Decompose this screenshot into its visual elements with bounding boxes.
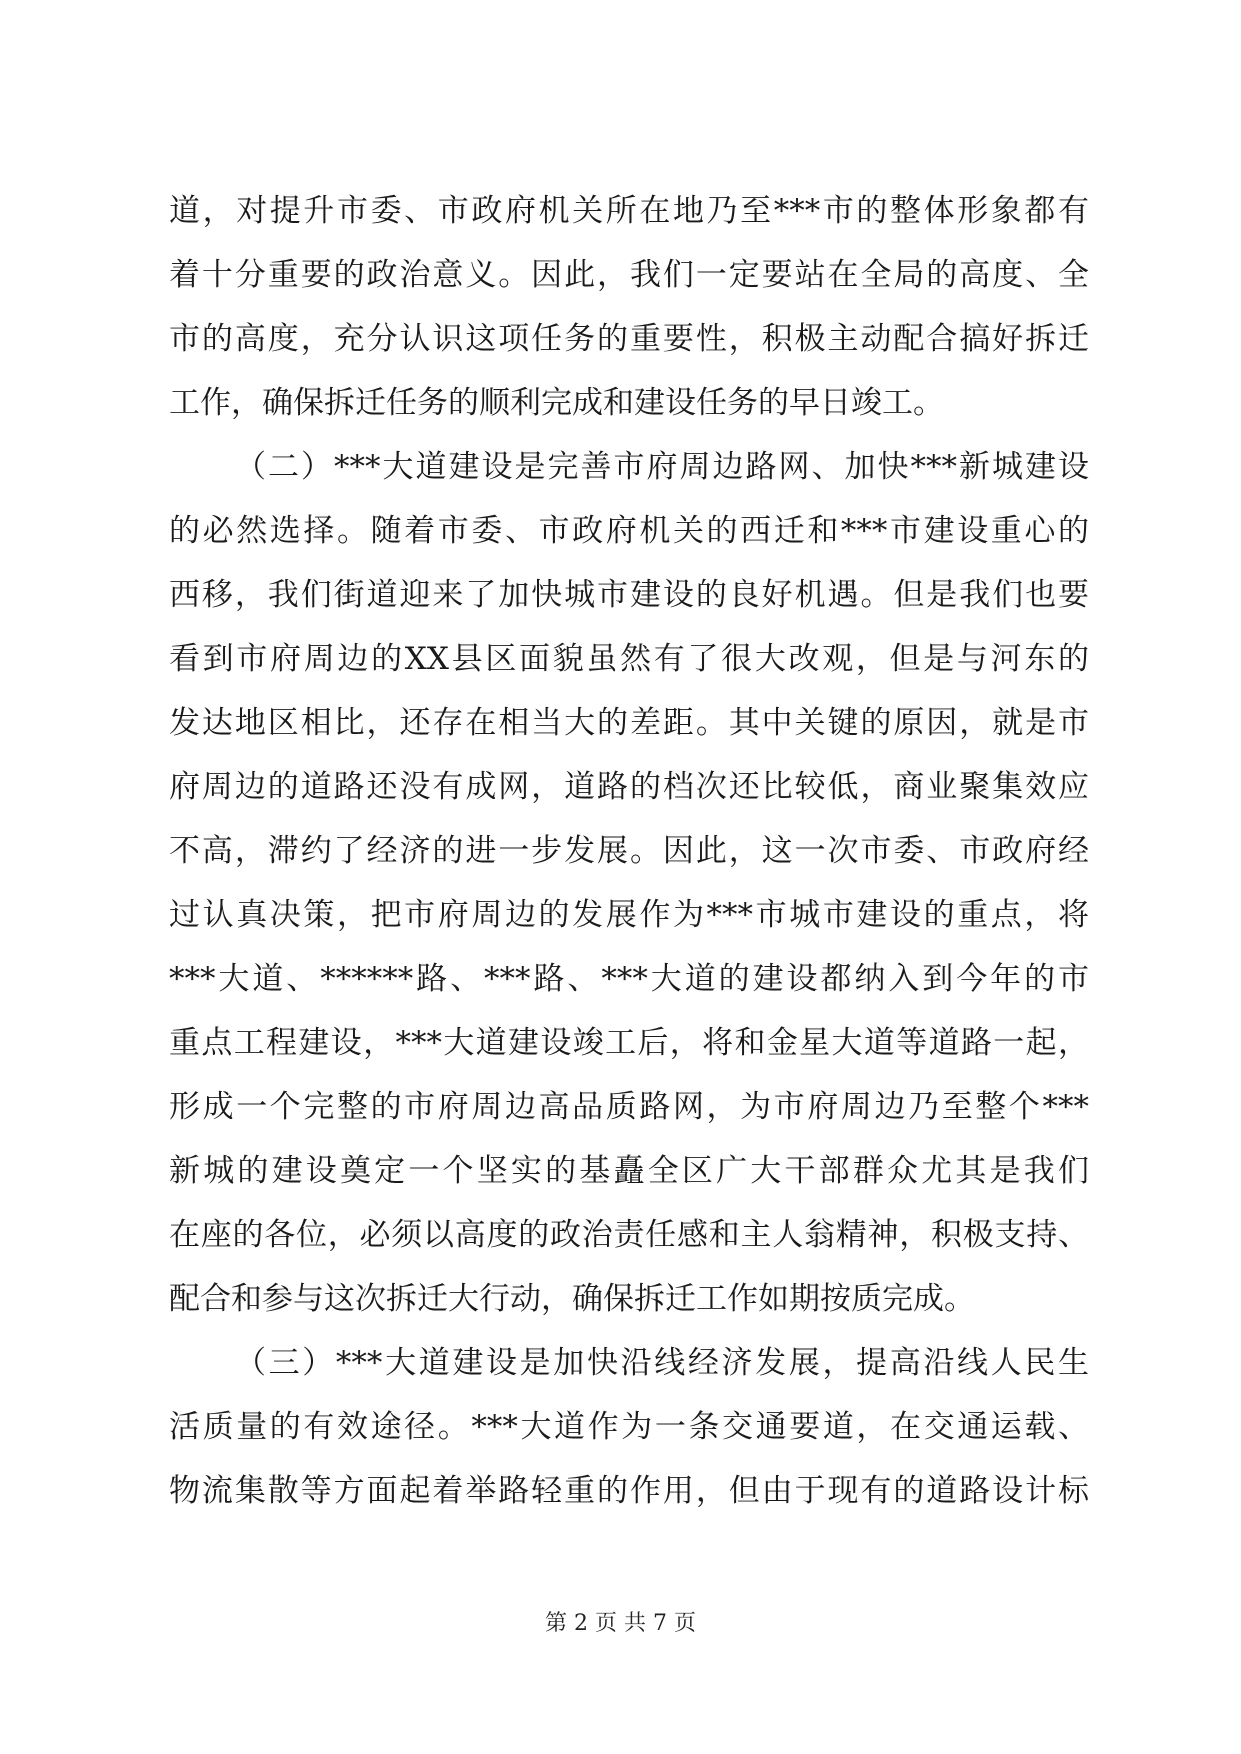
- page-number-footer: 第 2 页 共 7 页: [545, 1611, 696, 1636]
- text-line: 形成一个完整的市府周边高品质路网，为市府周边乃至整个***: [169, 1089, 1089, 1125]
- text-line: 活质量的有效途径。***大道作为一条交通要道，在交通运载、: [169, 1409, 1089, 1445]
- text-line: 配合和参与这次拆迁大行动，确保拆迁工作如期按质完成。: [169, 1281, 975, 1317]
- text-line: 府周边的道路还没有成网，道路的档次还比较低，商业聚集效应: [169, 769, 1089, 805]
- text-line: 不高，滞约了经济的进一步发展。因此，这一次市委、市政府经: [169, 833, 1089, 869]
- text-line: 物流集散等方面起着举路轻重的作用，但由于现有的道路设计标: [169, 1473, 1089, 1509]
- text-line: （二）***大道建设是完善市府周边路网、加快***新城建设: [235, 449, 1089, 485]
- text-line: 的必然选择。随着市委、市政府机关的西迁和***市建设重心的: [169, 513, 1089, 549]
- text-line: 看到市府周边的XX县区面貌虽然有了很大改观，但是与河东的: [169, 641, 1089, 677]
- text-line: 过认真决策，把市府周边的发展作为***市城市建设的重点，将: [169, 897, 1089, 933]
- text-line: 新城的建设奠定一个坚实的基矗全区广大干部群众尤其是我们: [169, 1153, 1089, 1189]
- text-line: 西移，我们街道迎来了加快城市建设的良好机遇。但是我们也要: [169, 577, 1089, 613]
- text-line: 市的高度，充分认识这项任务的重要性，积极主动配合搞好拆迁: [169, 321, 1089, 357]
- text-line: 道，对提升市委、市政府机关所在地乃至***市的整体形象都有: [169, 193, 1089, 229]
- text-line: 重点工程建设，***大道建设竣工后，将和金星大道等道路一起，: [169, 1025, 1089, 1061]
- text-line: 发达地区相比，还存在相当大的差距。其中关键的原因，就是市: [169, 705, 1089, 741]
- text-line: 在座的各位，必须以高度的政治责任感和主人翁精神，积极支持、: [169, 1217, 1089, 1253]
- text-line: ***大道、******路、***路、***大道的建设都纳入到今年的市: [169, 961, 1089, 997]
- text-line: （三）***大道建设是加快沿线经济发展，提高沿线人民生: [235, 1345, 1089, 1381]
- text-line: 工作，确保拆迁任务的顺利完成和建设任务的早日竣工。: [169, 385, 944, 421]
- text-line: 着十分重要的政治意义。因此，我们一定要站在全局的高度、全: [169, 257, 1089, 293]
